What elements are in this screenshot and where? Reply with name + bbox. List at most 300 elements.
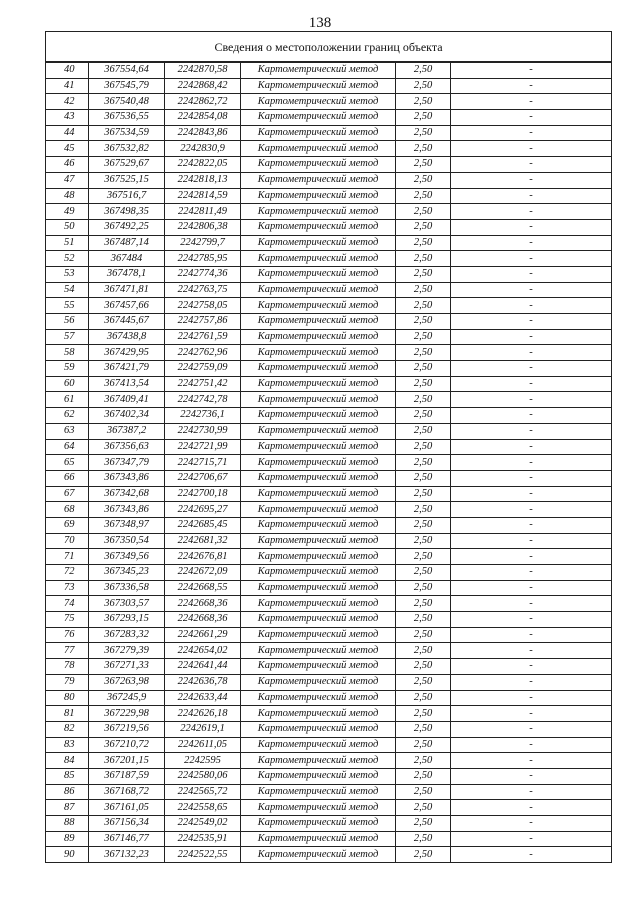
y-coordinate-cell: 2242870,58	[165, 62, 241, 78]
note-cell: -	[451, 439, 612, 455]
accuracy-cell: 2,50	[396, 580, 451, 596]
table-row	[46, 62, 612, 78]
note-cell: -	[451, 627, 612, 643]
accuracy-cell: 2,50	[396, 157, 451, 173]
accuracy-cell: 2,50	[396, 659, 451, 675]
method-cell: Картометрический метод	[241, 549, 396, 565]
x-coordinate-cell: 367492,25	[89, 219, 165, 235]
note-cell: -	[451, 674, 612, 690]
method-cell: Картометрический метод	[241, 502, 396, 518]
note-cell: -	[451, 62, 612, 78]
point-number-cell: 76	[46, 627, 89, 643]
accuracy-cell: 2,50	[396, 737, 451, 753]
y-coordinate-cell: 2242661,29	[165, 627, 241, 643]
x-coordinate-cell: 367350,54	[89, 533, 165, 549]
table-row	[46, 706, 612, 722]
method-cell: Картометрический метод	[241, 94, 396, 110]
point-number-cell: 64	[46, 439, 89, 455]
point-number-cell: 90	[46, 847, 89, 863]
method-cell: Картометрический метод	[241, 455, 396, 471]
point-number-cell: 82	[46, 721, 89, 737]
note-cell: -	[451, 392, 612, 408]
method-cell: Картометрический метод	[241, 392, 396, 408]
y-coordinate-cell: 2242742,78	[165, 392, 241, 408]
x-coordinate-cell: 367303,57	[89, 596, 165, 612]
accuracy-cell: 2,50	[396, 314, 451, 330]
note-cell: -	[451, 219, 612, 235]
note-cell: -	[451, 470, 612, 486]
note-cell: -	[451, 423, 612, 439]
note-cell: -	[451, 376, 612, 392]
point-number-cell: 46	[46, 157, 89, 173]
method-cell: Картометрический метод	[241, 282, 396, 298]
accuracy-cell: 2,50	[396, 674, 451, 690]
accuracy-cell: 2,50	[396, 486, 451, 502]
method-cell: Картометрический метод	[241, 219, 396, 235]
y-coordinate-cell: 2242654,02	[165, 643, 241, 659]
table-row	[46, 643, 612, 659]
table-row	[46, 486, 612, 502]
note-cell: -	[451, 251, 612, 267]
point-number-cell: 83	[46, 737, 89, 753]
method-cell: Картометрический метод	[241, 110, 396, 126]
point-number-cell: 53	[46, 266, 89, 282]
point-number-cell: 69	[46, 517, 89, 533]
point-number-cell: 78	[46, 659, 89, 675]
accuracy-cell: 2,50	[396, 596, 451, 612]
y-coordinate-cell: 2242774,36	[165, 266, 241, 282]
table-row	[46, 737, 612, 753]
point-number-cell: 48	[46, 188, 89, 204]
note-cell: -	[451, 847, 612, 863]
y-coordinate-cell: 2242806,38	[165, 219, 241, 235]
table-row	[46, 612, 612, 628]
method-cell: Картометрический метод	[241, 533, 396, 549]
x-coordinate-cell: 367387,2	[89, 423, 165, 439]
table-row	[46, 753, 612, 769]
method-cell: Картометрический метод	[241, 831, 396, 847]
point-number-cell: 66	[46, 470, 89, 486]
accuracy-cell: 2,50	[396, 266, 451, 282]
table-row	[46, 517, 612, 533]
note-cell: -	[451, 737, 612, 753]
method-cell: Картометрический метод	[241, 517, 396, 533]
note-cell: -	[451, 172, 612, 188]
y-coordinate-cell: 2242685,45	[165, 517, 241, 533]
accuracy-cell: 2,50	[396, 612, 451, 628]
x-coordinate-cell: 367347,79	[89, 455, 165, 471]
accuracy-cell: 2,50	[396, 110, 451, 126]
y-coordinate-cell: 2242565,72	[165, 784, 241, 800]
x-coordinate-cell: 367534,59	[89, 125, 165, 141]
note-cell: -	[451, 706, 612, 722]
note-cell: -	[451, 502, 612, 518]
y-coordinate-cell: 2242830,9	[165, 141, 241, 157]
boundary-table	[45, 31, 612, 863]
point-number-cell: 88	[46, 816, 89, 832]
accuracy-cell: 2,50	[396, 549, 451, 565]
x-coordinate-cell: 367536,55	[89, 110, 165, 126]
method-cell: Картометрический метод	[241, 816, 396, 832]
accuracy-cell: 2,50	[396, 188, 451, 204]
y-coordinate-cell: 2242668,36	[165, 612, 241, 628]
accuracy-cell: 2,50	[396, 768, 451, 784]
x-coordinate-cell: 367219,56	[89, 721, 165, 737]
note-cell: -	[451, 298, 612, 314]
table-row	[46, 721, 612, 737]
table-row	[46, 141, 612, 157]
table-row	[46, 408, 612, 424]
y-coordinate-cell: 2242758,05	[165, 298, 241, 314]
note-cell: -	[451, 612, 612, 628]
point-number-cell: 62	[46, 408, 89, 424]
method-cell: Картометрический метод	[241, 345, 396, 361]
accuracy-cell: 2,50	[396, 329, 451, 345]
method-cell: Картометрический метод	[241, 361, 396, 377]
table-row	[46, 831, 612, 847]
table-row	[46, 266, 612, 282]
accuracy-cell: 2,50	[396, 831, 451, 847]
note-cell: -	[451, 580, 612, 596]
note-cell: -	[451, 565, 612, 581]
accuracy-cell: 2,50	[396, 94, 451, 110]
x-coordinate-cell: 367429,95	[89, 345, 165, 361]
y-coordinate-cell: 2242862,72	[165, 94, 241, 110]
x-coordinate-cell: 367487,14	[89, 235, 165, 251]
accuracy-cell: 2,50	[396, 125, 451, 141]
method-cell: Картометрический метод	[241, 753, 396, 769]
method-cell: Картометрический метод	[241, 157, 396, 173]
table-row	[46, 204, 612, 220]
table-row	[46, 502, 612, 518]
table-row	[46, 361, 612, 377]
y-coordinate-cell: 2242814,59	[165, 188, 241, 204]
accuracy-cell: 2,50	[396, 62, 451, 78]
accuracy-cell: 2,50	[396, 361, 451, 377]
point-number-cell: 59	[46, 361, 89, 377]
method-cell: Картометрический метод	[241, 251, 396, 267]
note-cell: -	[451, 721, 612, 737]
x-coordinate-cell: 367545,79	[89, 78, 165, 94]
note-cell: -	[451, 125, 612, 141]
accuracy-cell: 2,50	[396, 502, 451, 518]
x-coordinate-cell: 367478,1	[89, 266, 165, 282]
accuracy-cell: 2,50	[396, 251, 451, 267]
note-cell: -	[451, 188, 612, 204]
point-number-cell: 58	[46, 345, 89, 361]
x-coordinate-cell: 367132,23	[89, 847, 165, 863]
accuracy-cell: 2,50	[396, 345, 451, 361]
method-cell: Картометрический метод	[241, 408, 396, 424]
method-cell: Картометрический метод	[241, 643, 396, 659]
method-cell: Картометрический метод	[241, 768, 396, 784]
y-coordinate-cell: 2242636,78	[165, 674, 241, 690]
method-cell: Картометрический метод	[241, 627, 396, 643]
method-cell: Картометрический метод	[241, 596, 396, 612]
method-cell: Картометрический метод	[241, 439, 396, 455]
accuracy-cell: 2,50	[396, 470, 451, 486]
table-row	[46, 784, 612, 800]
y-coordinate-cell: 2242619,1	[165, 721, 241, 737]
x-coordinate-cell: 367540,48	[89, 94, 165, 110]
point-number-cell: 51	[46, 235, 89, 251]
table-row	[46, 235, 612, 251]
point-number-cell: 40	[46, 62, 89, 78]
page-number: 138	[308, 15, 332, 31]
x-coordinate-cell: 367343,86	[89, 470, 165, 486]
method-cell: Картометрический метод	[241, 674, 396, 690]
note-cell: -	[451, 314, 612, 330]
y-coordinate-cell: 2242595	[165, 753, 241, 769]
point-number-cell: 52	[46, 251, 89, 267]
note-cell: -	[451, 816, 612, 832]
note-cell: -	[451, 643, 612, 659]
method-cell: Картометрический метод	[241, 612, 396, 628]
note-cell: -	[451, 831, 612, 847]
x-coordinate-cell: 367168,72	[89, 784, 165, 800]
y-coordinate-cell: 2242751,42	[165, 376, 241, 392]
point-number-cell: 43	[46, 110, 89, 126]
x-coordinate-cell: 367343,86	[89, 502, 165, 518]
table-row	[46, 94, 612, 110]
method-cell: Картометрический метод	[241, 784, 396, 800]
point-number-cell: 47	[46, 172, 89, 188]
accuracy-cell: 2,50	[396, 690, 451, 706]
x-coordinate-cell: 367525,15	[89, 172, 165, 188]
accuracy-cell: 2,50	[396, 204, 451, 220]
x-coordinate-cell: 367532,82	[89, 141, 165, 157]
y-coordinate-cell: 2242721,99	[165, 439, 241, 455]
accuracy-cell: 2,50	[396, 627, 451, 643]
y-coordinate-cell: 2242785,95	[165, 251, 241, 267]
note-cell: -	[451, 110, 612, 126]
table-row	[46, 392, 612, 408]
table-row	[46, 157, 612, 173]
method-cell: Картометрический метод	[241, 141, 396, 157]
table-row	[46, 439, 612, 455]
x-coordinate-cell: 367402,34	[89, 408, 165, 424]
x-coordinate-cell: 367516,7	[89, 188, 165, 204]
y-coordinate-cell: 2242843,86	[165, 125, 241, 141]
method-cell: Картометрический метод	[241, 78, 396, 94]
y-coordinate-cell: 2242522,55	[165, 847, 241, 863]
accuracy-cell: 2,50	[396, 392, 451, 408]
method-cell: Картометрический метод	[241, 565, 396, 581]
point-number-cell: 67	[46, 486, 89, 502]
method-cell: Картометрический метод	[241, 721, 396, 737]
table-row	[46, 188, 612, 204]
accuracy-cell: 2,50	[396, 847, 451, 863]
method-cell: Картометрический метод	[241, 125, 396, 141]
point-number-cell: 74	[46, 596, 89, 612]
x-coordinate-cell: 367498,35	[89, 204, 165, 220]
note-cell: -	[451, 266, 612, 282]
method-cell: Картометрический метод	[241, 690, 396, 706]
table-row	[46, 470, 612, 486]
y-coordinate-cell: 2242611,05	[165, 737, 241, 753]
table-row	[46, 251, 612, 267]
accuracy-cell: 2,50	[396, 455, 451, 471]
table-row	[46, 690, 612, 706]
x-coordinate-cell: 367348,97	[89, 517, 165, 533]
note-cell: -	[451, 204, 612, 220]
note-cell: -	[451, 361, 612, 377]
table-row	[46, 533, 612, 549]
point-number-cell: 65	[46, 455, 89, 471]
point-number-cell: 54	[46, 282, 89, 298]
y-coordinate-cell: 2242818,13	[165, 172, 241, 188]
point-number-cell: 68	[46, 502, 89, 518]
table-row	[46, 549, 612, 565]
y-coordinate-cell: 2242759,09	[165, 361, 241, 377]
x-coordinate-cell: 367356,63	[89, 439, 165, 455]
y-coordinate-cell: 2242558,65	[165, 800, 241, 816]
accuracy-cell: 2,50	[396, 706, 451, 722]
y-coordinate-cell: 2242549,02	[165, 816, 241, 832]
note-cell: -	[451, 141, 612, 157]
accuracy-cell: 2,50	[396, 298, 451, 314]
y-coordinate-cell: 2242695,27	[165, 502, 241, 518]
table-row	[46, 282, 612, 298]
note-cell: -	[451, 533, 612, 549]
note-cell: -	[451, 329, 612, 345]
accuracy-cell: 2,50	[396, 282, 451, 298]
y-coordinate-cell: 2242715,71	[165, 455, 241, 471]
table-row	[46, 314, 612, 330]
accuracy-cell: 2,50	[396, 784, 451, 800]
y-coordinate-cell: 2242668,36	[165, 596, 241, 612]
note-cell: -	[451, 784, 612, 800]
x-coordinate-cell: 367146,77	[89, 831, 165, 847]
table-row	[46, 110, 612, 126]
point-number-cell: 71	[46, 549, 89, 565]
point-number-cell: 70	[46, 533, 89, 549]
y-coordinate-cell: 2242580,06	[165, 768, 241, 784]
y-coordinate-cell: 2242676,81	[165, 549, 241, 565]
accuracy-cell: 2,50	[396, 643, 451, 659]
y-coordinate-cell: 2242668,55	[165, 580, 241, 596]
y-coordinate-cell: 2242681,32	[165, 533, 241, 549]
point-number-cell: 41	[46, 78, 89, 94]
table-row	[46, 565, 612, 581]
point-number-cell: 77	[46, 643, 89, 659]
point-number-cell: 63	[46, 423, 89, 439]
y-coordinate-cell: 2242641,44	[165, 659, 241, 675]
x-coordinate-cell: 367409,41	[89, 392, 165, 408]
note-cell: -	[451, 94, 612, 110]
point-number-cell: 75	[46, 612, 89, 628]
point-number-cell: 42	[46, 94, 89, 110]
accuracy-cell: 2,50	[396, 517, 451, 533]
point-number-cell: 87	[46, 800, 89, 816]
method-cell: Картометрический метод	[241, 800, 396, 816]
y-coordinate-cell: 2242706,67	[165, 470, 241, 486]
point-number-cell: 49	[46, 204, 89, 220]
table-row	[46, 376, 612, 392]
table-row	[46, 172, 612, 188]
note-cell: -	[451, 659, 612, 675]
note-cell: -	[451, 157, 612, 173]
method-cell: Картометрический метод	[241, 172, 396, 188]
point-number-cell: 72	[46, 565, 89, 581]
point-number-cell: 80	[46, 690, 89, 706]
table-row	[46, 219, 612, 235]
x-coordinate-cell: 367156,34	[89, 816, 165, 832]
accuracy-cell: 2,50	[396, 816, 451, 832]
point-number-cell: 61	[46, 392, 89, 408]
x-coordinate-cell: 367210,72	[89, 737, 165, 753]
note-cell: -	[451, 282, 612, 298]
point-number-cell: 56	[46, 314, 89, 330]
note-cell: -	[451, 596, 612, 612]
accuracy-cell: 2,50	[396, 141, 451, 157]
point-number-cell: 50	[46, 219, 89, 235]
y-coordinate-cell: 2242757,86	[165, 314, 241, 330]
accuracy-cell: 2,50	[396, 172, 451, 188]
accuracy-cell: 2,50	[396, 565, 451, 581]
table-row	[46, 816, 612, 832]
x-coordinate-cell: 367438,8	[89, 329, 165, 345]
method-cell: Картометрический метод	[241, 847, 396, 863]
y-coordinate-cell: 2242730,99	[165, 423, 241, 439]
y-coordinate-cell: 2242672,09	[165, 565, 241, 581]
table-row	[46, 674, 612, 690]
note-cell: -	[451, 690, 612, 706]
note-cell: -	[451, 549, 612, 565]
x-coordinate-cell: 367471,81	[89, 282, 165, 298]
x-coordinate-cell: 367283,32	[89, 627, 165, 643]
method-cell: Картометрический метод	[241, 423, 396, 439]
x-coordinate-cell: 367529,67	[89, 157, 165, 173]
accuracy-cell: 2,50	[396, 721, 451, 737]
point-number-cell: 86	[46, 784, 89, 800]
method-cell: Картометрический метод	[241, 376, 396, 392]
point-number-cell: 89	[46, 831, 89, 847]
note-cell: -	[451, 78, 612, 94]
x-coordinate-cell: 367263,98	[89, 674, 165, 690]
method-cell: Картометрический метод	[241, 204, 396, 220]
point-number-cell: 55	[46, 298, 89, 314]
y-coordinate-cell: 2242626,18	[165, 706, 241, 722]
y-coordinate-cell: 2242762,96	[165, 345, 241, 361]
note-cell: -	[451, 486, 612, 502]
point-number-cell: 60	[46, 376, 89, 392]
method-cell: Картометрический метод	[241, 706, 396, 722]
table-title-row	[46, 32, 612, 63]
accuracy-cell: 2,50	[396, 800, 451, 816]
note-cell: -	[451, 768, 612, 784]
y-coordinate-cell: 2242799,7	[165, 235, 241, 251]
x-coordinate-cell: 367187,59	[89, 768, 165, 784]
method-cell: Картометрический метод	[241, 62, 396, 78]
table-row	[46, 627, 612, 643]
note-cell: -	[451, 455, 612, 471]
x-coordinate-cell: 367336,58	[89, 580, 165, 596]
x-coordinate-cell: 367484	[89, 251, 165, 267]
y-coordinate-cell: 2242854,08	[165, 110, 241, 126]
y-coordinate-cell: 2242535,91	[165, 831, 241, 847]
x-coordinate-cell: 367421,79	[89, 361, 165, 377]
x-coordinate-cell: 367457,66	[89, 298, 165, 314]
x-coordinate-cell: 367161,05	[89, 800, 165, 816]
y-coordinate-cell: 2242700,18	[165, 486, 241, 502]
accuracy-cell: 2,50	[396, 439, 451, 455]
x-coordinate-cell: 367413,54	[89, 376, 165, 392]
y-coordinate-cell: 2242763,75	[165, 282, 241, 298]
x-coordinate-cell: 367271,33	[89, 659, 165, 675]
accuracy-cell: 2,50	[396, 408, 451, 424]
point-number-cell: 45	[46, 141, 89, 157]
